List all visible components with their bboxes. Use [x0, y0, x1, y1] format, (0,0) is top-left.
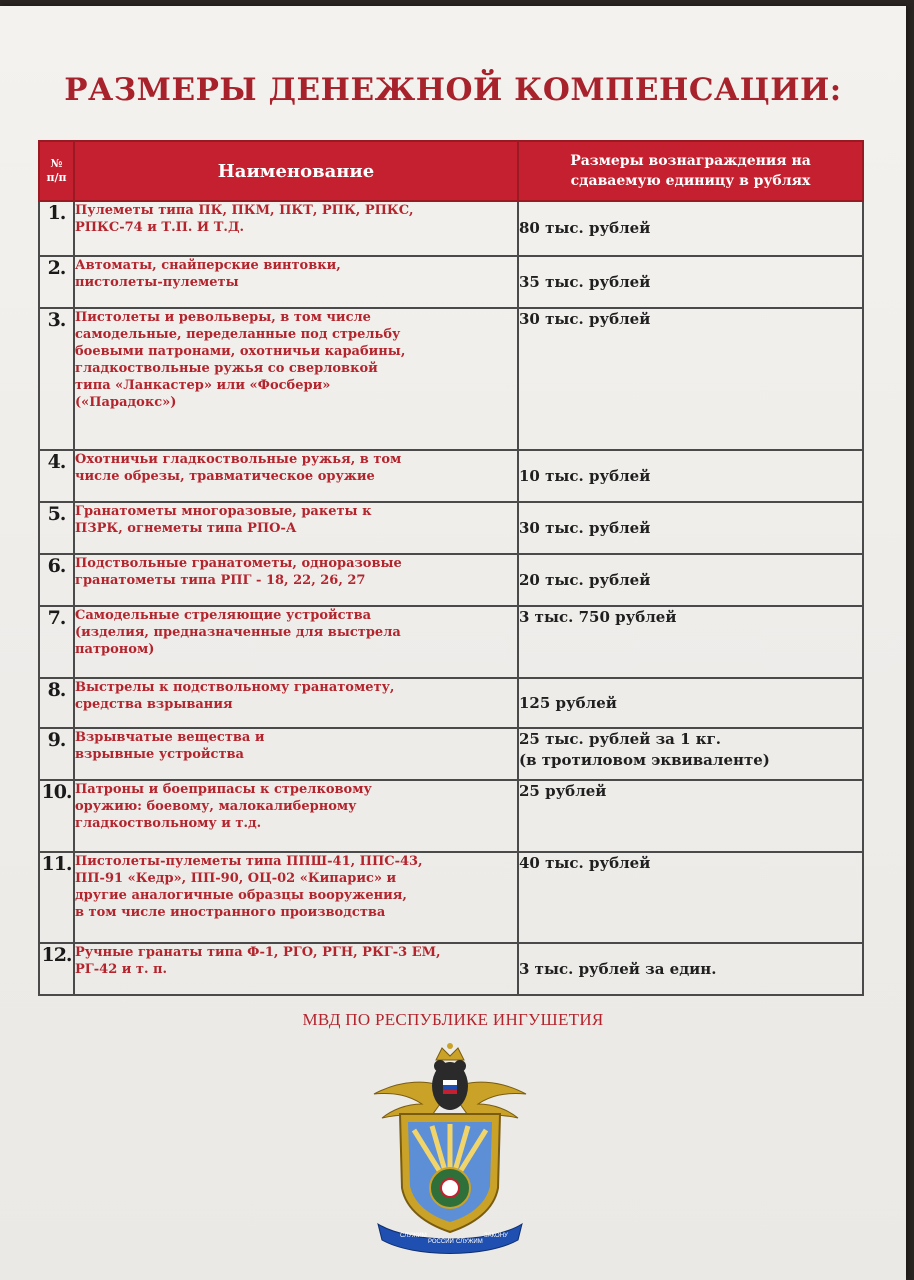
row-item-name-line: РПКС-74 и Т.П. И Т.Д.	[75, 220, 245, 235]
table-row	[39, 450, 863, 502]
table-row	[39, 852, 863, 943]
row-number: 11.	[39, 852, 74, 943]
table-row	[39, 256, 863, 308]
row-item-name-line: Охотничьи гладкоствольные ружья, в том	[75, 452, 402, 467]
row-item-name	[74, 852, 518, 943]
row-item-name-line: (изделия, предназначенные для выстрела	[75, 625, 401, 640]
row-number: 12.	[39, 943, 74, 995]
row-item-name-line: Автоматы, снайперские винтовки,	[75, 258, 341, 273]
row-reward-amount-line: (в тротиловом эквиваленте)	[519, 751, 770, 769]
row-item-name	[74, 308, 518, 450]
row-reward-amount-line: 10 тыс. рублей	[519, 466, 651, 485]
emblem-ribbon-word: СЛУЖИМ	[400, 1233, 427, 1239]
row-reward-amount-line: 30 тыс. рублей	[519, 518, 651, 537]
row-item-name	[74, 943, 518, 995]
row-number: 6.	[39, 554, 74, 606]
header-number-line1: №	[50, 157, 63, 170]
row-item-name-line: средства взрывания	[75, 697, 233, 712]
row-item-name-line: другие аналогичные образцы вооружения,	[75, 888, 407, 903]
row-reward-amount	[518, 852, 863, 943]
row-item-name-line: типа «Ланкастер» или «Фосбери»	[75, 378, 331, 393]
row-number: 3.	[39, 308, 74, 450]
table-body	[39, 201, 863, 995]
row-number: 8.	[39, 678, 74, 728]
row-reward-amount	[518, 502, 863, 554]
row-item-name-line: самодельные, переделанные под стрельбу	[75, 327, 401, 342]
row-item-name	[74, 780, 518, 852]
compensation-table	[38, 140, 864, 996]
row-item-name-line: Ручные гранаты типа Ф-1, РГО, РГН, РКГ-3 ЕМ,	[75, 945, 441, 960]
row-reward-amount	[518, 678, 863, 728]
row-reward-amount-line: 30 тыс. рублей	[519, 310, 651, 328]
row-reward-amount-line: 125 рублей	[519, 693, 617, 712]
row-item-name-line: Пистолеты-пулеметы типа ППШ-41, ППС-43,	[75, 854, 423, 869]
row-reward-amount-line: 25 тыс. рублей за 1 кг.	[519, 730, 721, 748]
table-row	[39, 606, 863, 678]
row-item-name-line: Выстрелы к подствольному гранатомету,	[75, 680, 395, 695]
row-reward-amount-line: 3 тыс. рублей за един.	[519, 959, 717, 978]
row-item-name	[74, 201, 518, 256]
row-item-name-line: Пулеметы типа ПК, ПКМ, ПКТ, РПК, РПКС,	[75, 203, 414, 218]
row-item-name	[74, 678, 518, 728]
row-reward-amount	[518, 943, 863, 995]
row-item-name	[74, 502, 518, 554]
header-number-line2: п/п	[46, 171, 67, 184]
row-item-name-line: РГ-42 и т. п.	[75, 962, 168, 977]
row-number: 5.	[39, 502, 74, 554]
header-reward-line2: сдаваемую единицу в рублях	[570, 173, 811, 189]
row-item-name	[74, 256, 518, 308]
row-item-name-line: гладкоствольному и т.д.	[75, 816, 262, 831]
row-item-name	[74, 450, 518, 502]
page-title: РАЗМЕРЫ ДЕНЕЖНОЙ КОМПЕНСАЦИИ:	[64, 72, 842, 108]
row-number: 2.	[39, 256, 74, 308]
row-number: 1.	[39, 201, 74, 256]
row-item-name-line: Патроны и боеприпасы к стрелковому	[75, 782, 372, 797]
row-reward-amount-line: 20 тыс. рублей	[519, 570, 651, 589]
row-reward-amount	[518, 450, 863, 502]
table-row	[39, 502, 863, 554]
row-item-name-line: в том числе иностранного производства	[75, 905, 386, 920]
row-reward-amount	[518, 606, 863, 678]
row-reward-amount-line: 35 тыс. рублей	[519, 272, 651, 291]
header-reward	[518, 141, 863, 201]
row-reward-amount	[518, 780, 863, 852]
row-reward-amount-line: 3 тыс. 750 рублей	[519, 608, 677, 626]
row-reward-amount	[518, 201, 863, 256]
compensation-poster	[0, 6, 906, 1280]
row-number: 9.	[39, 728, 74, 780]
table-row	[39, 554, 863, 606]
row-item-name-line: оружию: боевому, малокалиберному	[75, 799, 357, 814]
header-reward-line1: Размеры вознаграждения на	[570, 153, 811, 169]
row-number: 7.	[39, 606, 74, 678]
table-row	[39, 780, 863, 852]
row-item-name-line: Взрывчатые вещества и	[75, 730, 265, 745]
row-item-name-line: ПЗРК, огнеметы типа РПО-А	[75, 521, 297, 536]
table-row	[39, 308, 863, 450]
row-item-name	[74, 606, 518, 678]
header-name: Наименование	[74, 141, 518, 201]
emblem-ribbon-word: РОССИИ	[428, 1239, 454, 1245]
row-item-name-line: Подствольные гранатометы, одноразовые	[75, 556, 402, 571]
row-reward-amount-line: 40 тыс. рублей	[519, 854, 651, 872]
header-number	[39, 141, 74, 201]
row-item-name-line: гладкоствольные ружья со сверловкой	[75, 361, 378, 376]
row-reward-amount	[518, 554, 863, 606]
table-row	[39, 943, 863, 995]
table-header-row	[39, 141, 863, 201]
mvd-ingushetia-emblem-icon	[370, 1038, 530, 1258]
row-item-name-line: боевыми патронами, охотничьи карабины,	[75, 344, 406, 359]
emblem-ribbon-word: ЗАКОНУ	[484, 1233, 508, 1239]
row-reward-amount	[518, 728, 863, 780]
table-row	[39, 201, 863, 256]
footer-organization: МВД ПО РЕСПУБЛИКЕ ИНГУШЕТИЯ	[302, 1010, 604, 1029]
row-item-name-line: Гранатометы многоразовые, ракеты к	[75, 504, 372, 519]
row-item-name-line: пистолеты-пулеметы	[75, 275, 239, 290]
row-reward-amount	[518, 308, 863, 450]
row-item-name-line: Самодельные стреляющие устройства	[75, 608, 372, 623]
row-item-name-line: гранатометы типа РПГ - 18, 22, 26, 27	[75, 573, 366, 588]
row-item-name-line: числе обрезы, травматическое оружие	[75, 469, 375, 484]
row-item-name-line: взрывные устройства	[75, 747, 244, 762]
row-item-name-line: Пистолеты и револьверы, в том числе	[75, 310, 371, 325]
row-reward-amount-line: 25 рублей	[519, 782, 607, 800]
row-number: 10.	[39, 780, 74, 852]
row-item-name	[74, 554, 518, 606]
row-item-name-line: («Парадокс»)	[75, 395, 177, 410]
table-row	[39, 728, 863, 780]
row-item-name-line: ПП-91 «Кедр», ПП-90, ОЦ-02 «Кипарис» и	[75, 871, 397, 886]
row-number: 4.	[39, 450, 74, 502]
row-item-name	[74, 728, 518, 780]
emblem-ribbon-word: СЛУЖИМ	[456, 1239, 483, 1245]
table-row	[39, 678, 863, 728]
row-reward-amount-line: 80 тыс. рублей	[519, 219, 651, 237]
row-item-name-line: патроном)	[75, 642, 155, 657]
row-reward-amount	[518, 256, 863, 308]
